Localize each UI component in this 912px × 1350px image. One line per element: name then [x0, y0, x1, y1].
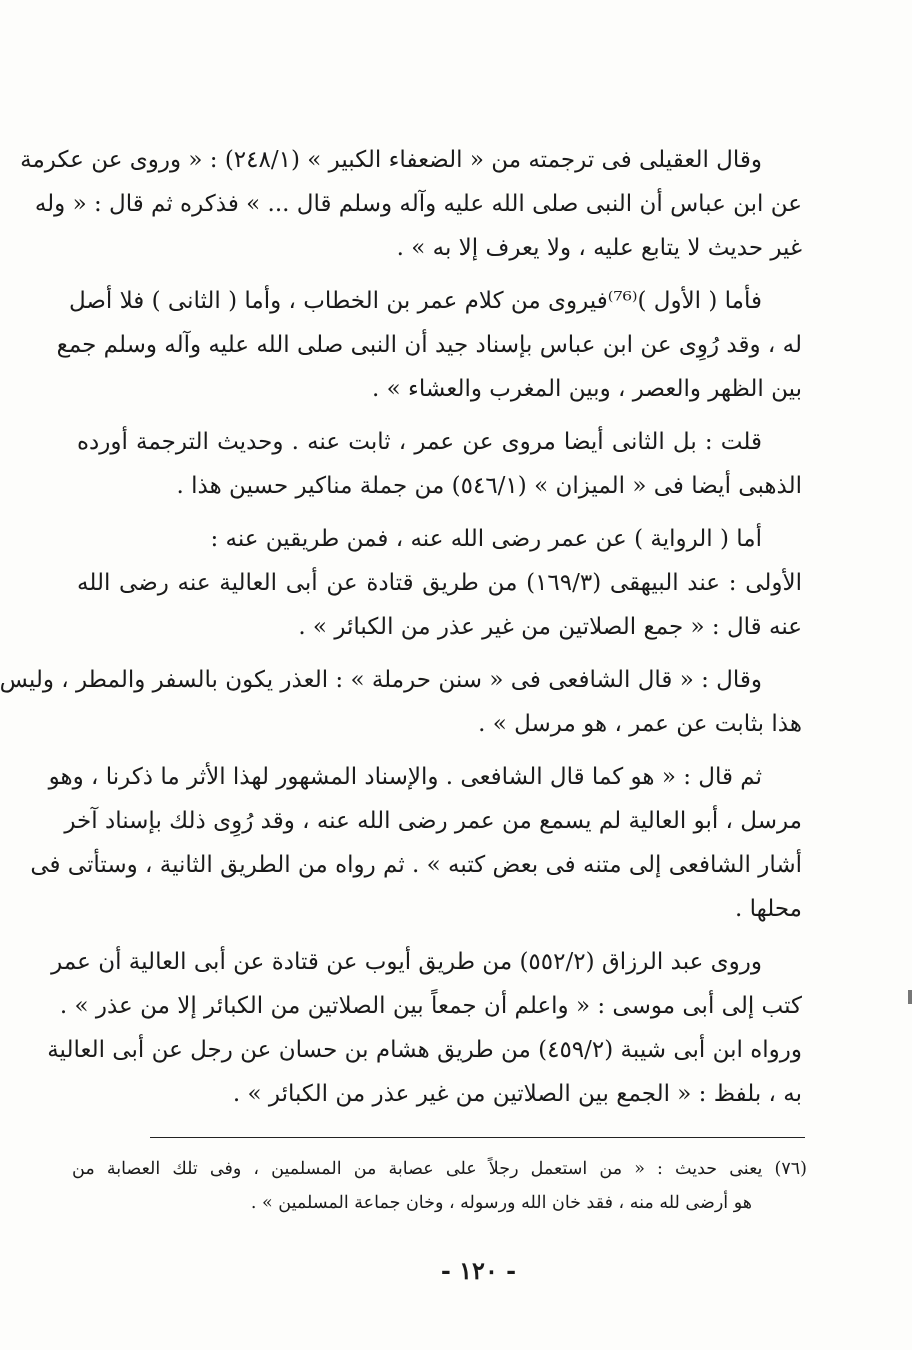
text-line: فأما ( الأول )⁽⁷⁶⁾فيروى من كلام عمر بن الخطاب ، وأما ( الثانى ) فلا أصل	[68, 288, 762, 314]
footnote-separator	[150, 1137, 805, 1138]
main-text	[0, 138, 802, 1125]
text-line: ورواه ابن أبى شيبة (٤٥٩/٢) من طريق هشام بن حسان عن رجل عن أبى العالية	[47, 1037, 802, 1063]
paragraph-1	[20, 138, 802, 270]
text-line: عن ابن عباس أن النبى صلى الله عليه وآله وسلم قال ... » فذكره ثم قال : « وله	[34, 191, 802, 217]
page-number: - ١٢٠ -	[440, 1256, 517, 1285]
text-line: عنه قال : « جمع الصلاتين من غير عذر من الكبائر » .	[298, 614, 802, 640]
text-line: مرسل ، أبو العالية لم يسمع من عمر رضى الله عنه ، وقد رُوِى ذلك بإسناد آخر	[64, 808, 802, 834]
paragraph-6	[30, 755, 802, 931]
footnotes	[72, 1152, 807, 1220]
text-line: أشار الشافعى إلى متنه فى بعض كتبه » . ثم رواه من الطريق الثانية ، وستأتى فى	[30, 852, 802, 878]
paragraph-7	[47, 940, 802, 1116]
text-line: بين الظهر والعصر ، وبين المغرب والعشاء » .	[372, 376, 802, 402]
text-line: هذا بثابت عن عمر ، هو مرسل » .	[478, 711, 802, 737]
text-line: كتب إلى أبى موسى : « واعلم أن جمعاً بين الصلاتين من الكبائر إلا من عذر » .	[59, 993, 802, 1019]
text-line: به ، بلفظ : « الجمع بين الصلاتين من غير عذر من الكبائر » .	[232, 1081, 802, 1107]
footnote-line: هو أرضى لله منه ، فقد خان الله ورسوله ، وخان جماعة المسلمين » .	[250, 1193, 752, 1213]
text-line: ثم قال : « هو كما قال الشافعى . والإسناد المشهور لهذا الأثر ما ذكرنا ، وهو	[48, 764, 762, 790]
text-line: وقال العقيلى فى ترجمته من « الضعفاء الكبير » (٢٤٨/١) : « وروى عن عكرمة	[20, 147, 762, 173]
text-line: الأولى : عند البيهقى (١٦٩/٣) من طريق قتادة عن أبى العالية عنه رضى الله	[77, 570, 802, 596]
text-line: وقال : « قال الشافعى فى « سنن حرملة » : العذر يكون بالسفر والمطر ، وليس	[0, 667, 762, 693]
text-line: الذهبى أيضا فى « الميزان » (٥٤٦/١) من جملة مناكير حسين هذا .	[176, 473, 802, 499]
text-line: غير حديث لا يتابع عليه ، ولا يعرف إلا به » .	[396, 235, 802, 261]
paragraph-4	[77, 517, 802, 649]
paragraph-2	[56, 279, 802, 411]
footnote-line: (٧٦) يعنى حديث : « من استعمل رجلاً على عصابة من المسلمين ، وفى تلك العصابة من	[72, 1159, 807, 1179]
paragraph-3	[77, 420, 802, 508]
text-line: وروى عبد الرزاق (٥٥٢/٢) من طريق أيوب عن قتادة عن أبى العالية أن عمر	[51, 949, 762, 975]
footnote-76	[72, 1152, 807, 1220]
text-line: له ، وقد رُوِى عن ابن عباس بإسناد جيد أن النبى صلى الله عليه وآله وسلم جمع	[56, 332, 802, 358]
text-line: قلت : بل الثانى أيضا مروى عن عمر ، ثابت عنه . وحديث الترجمة أورده	[77, 429, 762, 455]
text-line: أما ( الرواية ) عن عمر رضى الله عنه ، فمن طريقين عنه :	[210, 526, 762, 552]
scan-edge-mark	[908, 990, 912, 1004]
paragraph-5	[0, 658, 802, 746]
text-line: محلها .	[734, 896, 802, 922]
